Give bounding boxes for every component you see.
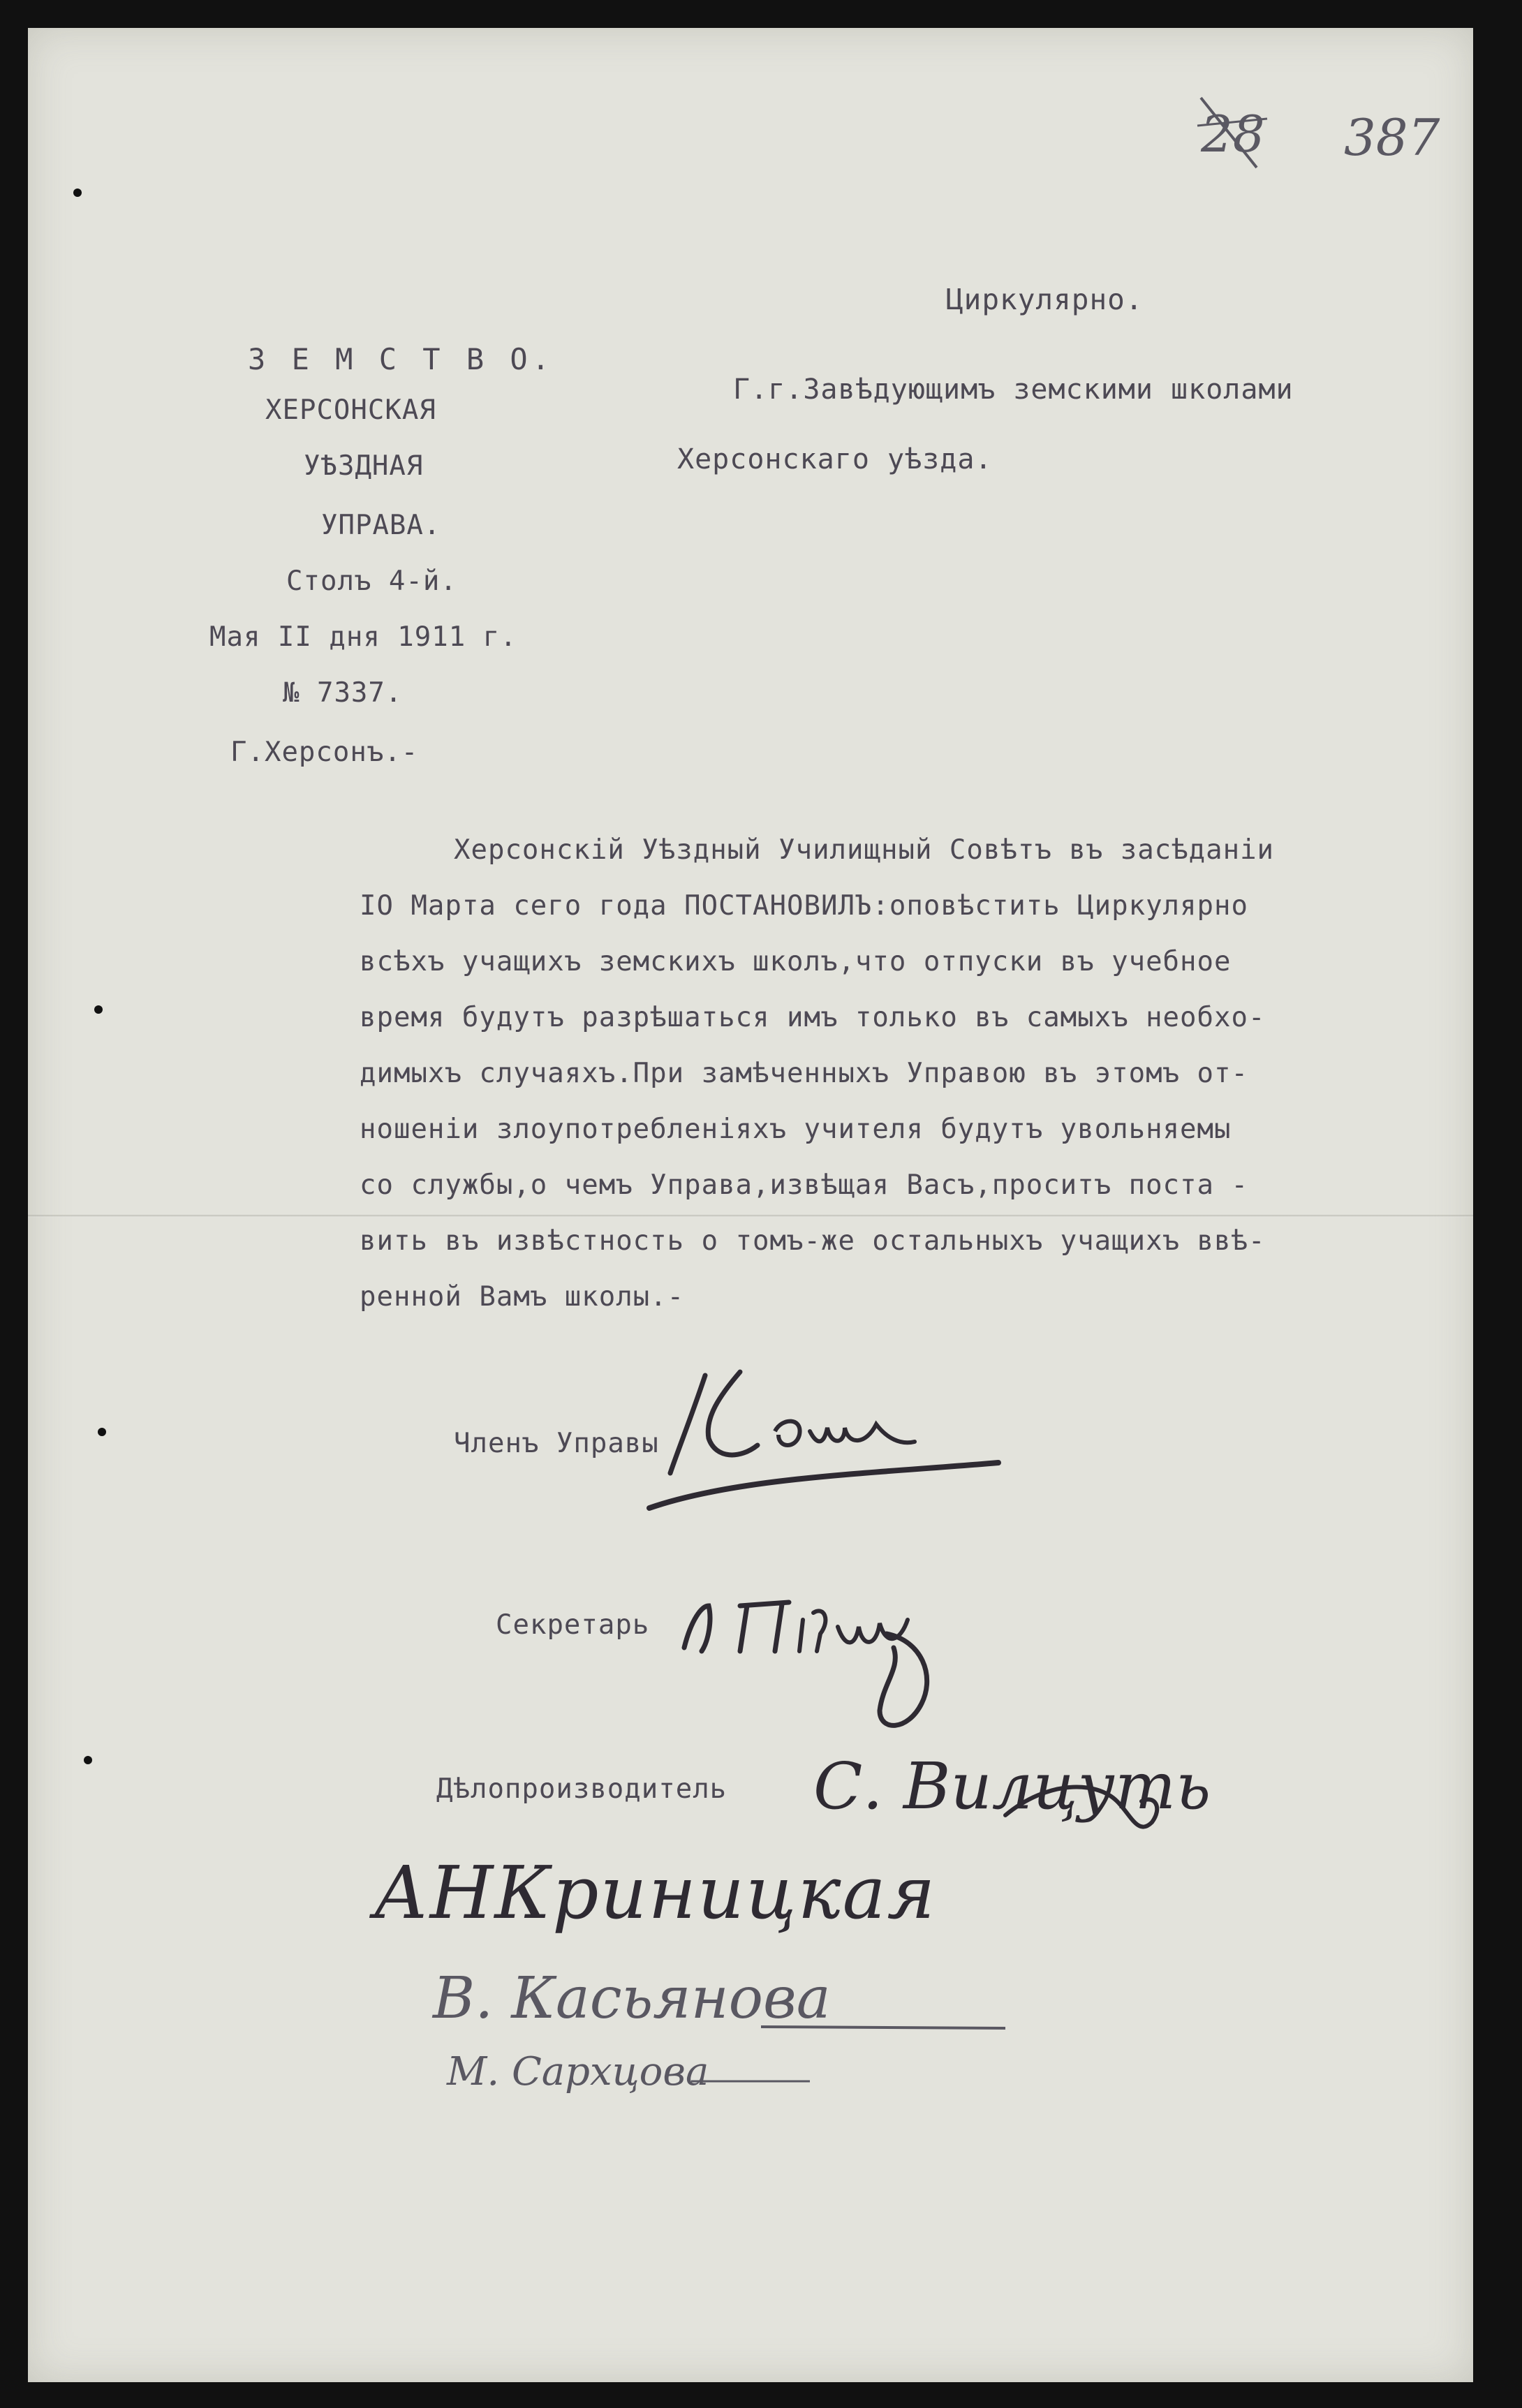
- body-line: ношеніи злоупотребленіяхъ учителя будутъ увольняемы: [360, 1114, 1232, 1145]
- underline-stroke: [691, 2077, 831, 2087]
- body-line: димыхъ случаяхъ.При замѣченныхъ Управою въ этомъ от-: [360, 1058, 1248, 1089]
- letterhead-county: УѢЗДНАЯ: [304, 450, 424, 482]
- paper-fold: [28, 1215, 1473, 1218]
- handwritten-name-1: АНКриницкая: [374, 1850, 937, 1935]
- punch-hole: [84, 1756, 92, 1764]
- clerk-signature-flourish: [991, 1752, 1173, 1864]
- punch-hole: [73, 189, 82, 197]
- letterhead-kherson: ХЕРСОНСКАЯ: [265, 394, 436, 426]
- secretary-signature: [670, 1564, 963, 1745]
- document-sheet: [28, 28, 1473, 2382]
- body-line: Херсонскій Уѣздный Училищный Совѣтъ въ засѣданіи: [454, 834, 1275, 866]
- punch-hole: [98, 1428, 106, 1436]
- member-signature: [635, 1354, 1026, 1536]
- punch-hole: [94, 1005, 103, 1014]
- member-label: Членъ Управы: [454, 1428, 659, 1459]
- handwritten-name-3: М. Сархцова: [447, 2049, 709, 2095]
- strike-through-mark: [1190, 91, 1274, 175]
- letterhead-city: Г.Херсонъ.-: [230, 737, 419, 768]
- addressee-line-1: Г.г.Завѣдующимъ земскими школами: [733, 374, 1294, 406]
- letterhead-date: Мая II дня 1911 г.: [209, 621, 517, 653]
- archive-page-number: 387: [1344, 108, 1440, 167]
- clerk-label: Дѣлопроизводитель: [436, 1773, 727, 1805]
- archive-number-struck: 28: [1201, 105, 1265, 163]
- underline-stroke: [761, 2021, 1012, 2035]
- handwritten-name-2: В. Касьянова: [433, 1965, 831, 2032]
- letterhead-board: УПРАВА.: [321, 510, 441, 541]
- letterhead-desk: Столъ 4-й.: [286, 566, 457, 597]
- body-line: ренной Вамъ школы.-: [360, 1281, 685, 1313]
- body-line: всѣхъ учащихъ земскихъ школъ,что отпуски въ учебное: [360, 946, 1232, 977]
- body-line: вить въ извѣстность о томъ-же остальныхъ учащихъ ввѣ-: [360, 1225, 1266, 1257]
- circular-label: Циркулярно.: [946, 283, 1144, 316]
- body-line: время будутъ разрѣшаться имъ только въ самыхъ необхо-: [360, 1002, 1266, 1033]
- letterhead-number: № 7337.: [283, 677, 403, 709]
- body-line: IO Марта сего года ПОСТАНОВИЛЪ:оповѣстить Циркулярно: [360, 890, 1248, 922]
- clerk-signature: С. Вилцуть: [813, 1749, 1211, 1824]
- letterhead-zemstvo: З Е М С Т В О.: [248, 342, 554, 376]
- secretary-label: Секретарь: [496, 1609, 650, 1641]
- body-line: со службы,о чемъ Управа,извѣщая Васъ,проситъ поста -: [360, 1169, 1248, 1201]
- addressee-line-2: Херсонскаго уѣзда.: [677, 443, 993, 475]
